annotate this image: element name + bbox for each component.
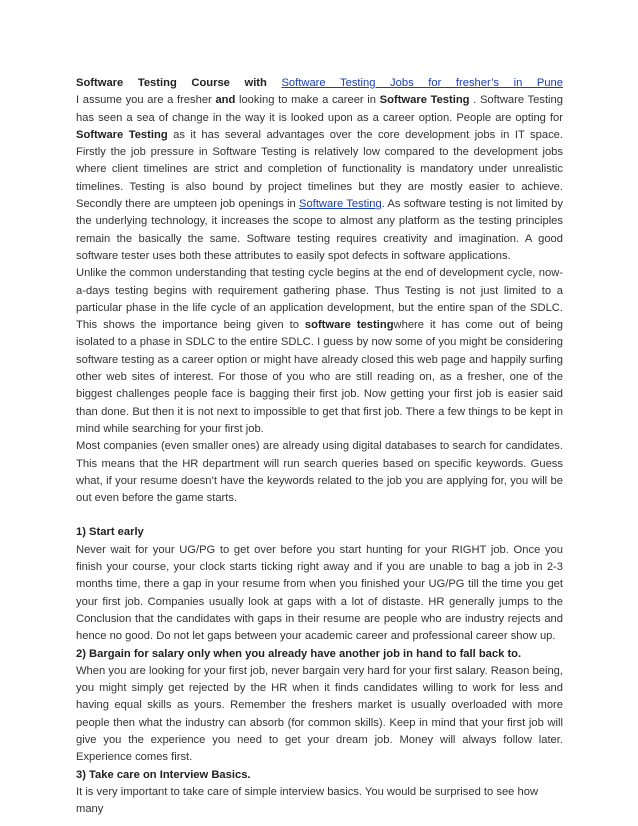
section-body-interview: It is very important to take care of simple interview basics. You would be surprised to see how many [76,785,539,816]
intro-bold-3: Software Testing [76,128,168,141]
section-body-start-early: Never wait for your UG/PG to get over before you start hunting for your RIGHT job. Once you finish your course, your clock starts ticking right away and if you are unable to bag a job in 2-3 months time, there a gap in your resume from when you finished your UG/PG till the time you get your first job. Companies usually look at gaps with a lot of distaste. HR generally jumps to the Conclusion that the candidates with gaps in their resume are people who are industry rejects and hence no good. Do not let gaps between your academic career and professional career show up. [76,543,563,643]
section-heading-interview: 3) Take care on Interview Basics. [76,768,251,781]
software-testing-link[interactable]: Software Testing [299,198,382,211]
intro-text-3: . Software Testing has seen a sea of change in the way it is looked upon as a career option. People are opting for [76,94,563,124]
document-title [76,75,563,92]
sdlc-paragraph [76,265,563,438]
databases-paragraph: Most companies (even smaller ones) are already using digital databases to search for candidates. This means that the HR department will run search queries based on specific keywords. Guess what, if your resume doesn’t have the keywords related to the job you are applying for, you will be out even before the game starts. [76,440,563,505]
intro-text-5: . As software testing is not limited by the underlying technology, it increases the scope to almost any platform as the testing principles remain the basically the same. Software testing requires creativity and imagination. A good software tester uses both these attributes to easily spot defects in software applications. [76,198,563,262]
title-bold-text: Software Testing Course with [76,77,267,89]
intro-paragraph [76,92,563,265]
section-heading-start-early: 1) Start early [76,526,144,539]
intro-text-1: I assume you are a fresher [76,94,216,107]
intro-bold-2: Software Testing [379,94,470,107]
intro-text-2: looking to make a career in [235,94,380,107]
intro-text-4: as it has several advantages over the core development jobs in IT space. Firstly the job pressure in Software Testing is relatively low compared to the development jobs where client timelines are strict and completion of functionality is mandatory under unrealistic timelines. Testing is also bound by project timelines but they are mostly easier to achieve. Secondly there are umpteen job openings in [76,128,563,211]
intro-bold-1: and [215,94,236,107]
sdlc-text-2: where it has come out of being isolated to a phase in SDLC to the entire SDLC. I guess by now some of you might be considering software testing as a career option or might have already closed this web page and happily surfing other web sites of interest. For those of you who are still reading on, as a fresher, one of the biggest challenges people face is bagging their first job. Now getting your first job is easier said than done. But then it is not next to impossible to get that first job. There a few things to be kept in mind while searching for your first job. [76,319,563,435]
sdlc-text-1: Unlike the common understanding that testing cycle begins at the end of development cycle, now-a-days testing begins with requirement gathering phase. Thus Testing is not just limited to a particular phase in the life cycle of an application development, but the entire span of the SDLC. This shows the importance being given to [76,267,563,332]
section-heading-salary: 2) Bargain for salary only when you already have another job in hand to fall back to. [76,647,522,660]
title-link[interactable]: Software Testing Jobs for fresher’s in Pune [281,77,564,89]
sdlc-bold-1: software testing [304,319,394,332]
document-page [76,75,563,818]
section-body-salary: When you are looking for your first job, never bargain very hard for your first salary. Reason being, you might simply get rejected by the HR when it finds candidates willing to work for less and having equal skills as yours. Remember the freshers market is usually overloaded with more people then what the industry can absorb (for common skills). Keep in mind that your first job will give you the experience you need to get your dream job. Money will always follow later. Experience comes first. [76,664,563,764]
section-spacer [76,507,563,524]
